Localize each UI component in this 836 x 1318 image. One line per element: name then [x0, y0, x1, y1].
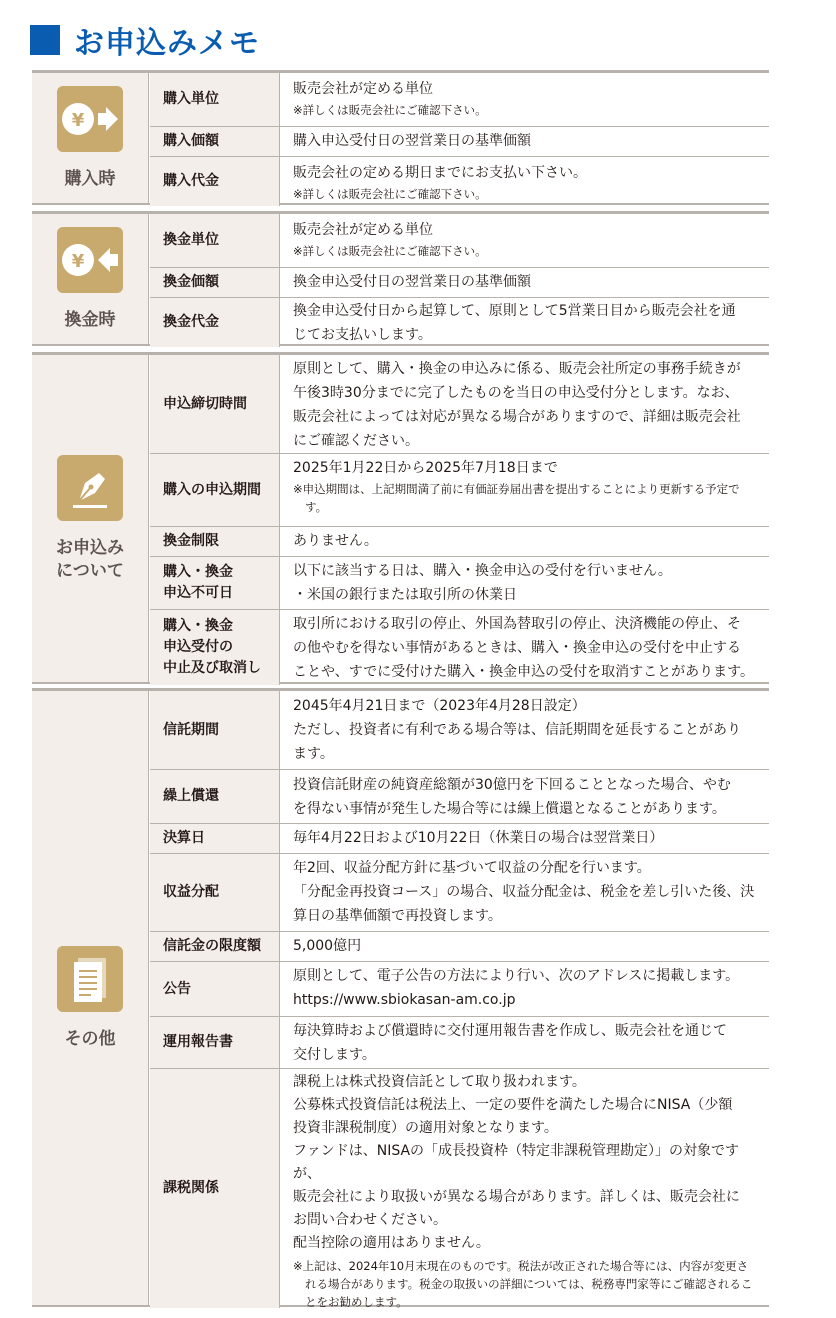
row-header: 換金価額 [150, 268, 280, 297]
pen-nib-icon [57, 455, 123, 521]
section-label-line: について [56, 560, 124, 581]
table-row [150, 1016, 769, 1068]
row-text: 以下に該当する日は、購入・換金申込の受付を行いません。 [293, 563, 672, 579]
row-text: 2025年1月22日から2025年7月18日まで [293, 460, 558, 476]
row-text: 配当控除の適用はありません。 [293, 1235, 490, 1251]
row-text: の他やむを得ない事情があるときは、購入・換金申込の受付を中止する [293, 640, 741, 656]
section-label-line: お申込み [56, 537, 124, 558]
row-text: じてお支払いします。 [293, 327, 432, 343]
row-content [281, 454, 769, 526]
row-header-line: 申込不可日 [163, 585, 233, 601]
table-row [150, 853, 769, 931]
page-title [30, 20, 260, 60]
row-content [281, 157, 769, 206]
table-row [150, 126, 769, 156]
section-redemption-label-cell [32, 214, 149, 344]
row-text: 年2回、収益分配方針に基づいて収益の分配を行います。 [293, 860, 651, 876]
section-label [56, 537, 124, 583]
row-text: 公募株式投資信託は税法上、一定の要件を満たした場合にNISA（少額 [293, 1097, 733, 1113]
row-note: ※詳しくは販売会社にご確認下さい。 [293, 103, 487, 117]
row-header: 繰上償還 [150, 770, 280, 823]
row-content [281, 824, 769, 853]
row-content [281, 770, 769, 823]
svg-text:¥: ¥ [71, 109, 85, 131]
row-note: ※詳しくは販売会社にご確認下さい。 [293, 244, 487, 258]
row-header: 購入単位 [150, 73, 280, 126]
row-text: 換金申込受付日の翌営業日の基準価額 [293, 274, 531, 290]
row-content [281, 691, 769, 769]
section-other [32, 688, 769, 1307]
row-note: ※上記は、2024年10月末現在のものです。税法が改正された場合等には、内容が変更される場合があります。税金の取扱いの詳細については、税務専門家等にご確認されることをお勧めします。 [293, 1259, 753, 1309]
row-content [281, 527, 769, 556]
row-note: ※詳しくは販売会社にご確認下さい。 [293, 187, 487, 201]
row-content [281, 298, 769, 347]
row-text: 算日の基準価額で再投資します。 [293, 908, 502, 924]
row-content [281, 127, 769, 156]
row-content [281, 1069, 769, 1308]
section-label: その他 [64, 1028, 116, 1049]
row-text: 原則として、購入・換金の申込みに係る、販売会社所定の事務手続きが [293, 361, 741, 377]
row-text: 販売会社が定める単位 [293, 81, 433, 97]
row-content [281, 1017, 769, 1068]
row-header: 換金制限 [150, 527, 280, 556]
row-header: 申込締切時間 [150, 355, 280, 453]
row-header: 公告 [150, 962, 280, 1016]
row-text: 毎年4月22日および10月22日（休業日の場合は翌営業日） [293, 830, 664, 846]
row-text: ・米国の銀行または取引所の休業日 [293, 587, 517, 603]
yen-arrow-out-icon [57, 227, 123, 293]
row-header [150, 557, 280, 609]
table-row [150, 556, 769, 609]
row-text: 午後3時30分までに完了したものを当日の申込受付分とします。なお、 [293, 385, 739, 401]
row-content [281, 214, 769, 267]
yen-arrow-in-icon [57, 86, 123, 152]
row-text: ます。 [293, 746, 334, 762]
section-application [32, 352, 769, 684]
svg-text:¥: ¥ [71, 250, 85, 272]
document-icon [57, 946, 123, 1012]
row-text: 投資非課税制度）の適用対象となります。 [293, 1120, 558, 1136]
row-text: 毎決算時および償還時に交付運用報告書を作成し、販売会社を通じて [293, 1023, 727, 1039]
row-content [281, 932, 769, 961]
section-other-label-cell [32, 691, 149, 1305]
row-text: を得ない事情が発生した場合等には繰上償還となることがあります。 [293, 801, 726, 817]
row-text: 換金申込受付日から起算して、原則として5営業日目から販売会社を通 [293, 303, 736, 319]
row-header [150, 610, 280, 685]
table-row [150, 355, 769, 453]
row-text: お問い合わせください。 [293, 1212, 447, 1228]
page-title-text: お申込みメモ [74, 26, 260, 61]
row-text: 投資信託財産の純資産総額が30億円を下回ることとなった場合、やむ [293, 777, 731, 793]
table-row [150, 156, 769, 206]
table-row [150, 297, 769, 347]
table-row [150, 453, 769, 526]
row-header: 収益分配 [150, 854, 280, 931]
row-text: 交付します。 [293, 1047, 376, 1063]
row-text: 販売会社により取扱いが異なる場合があります。詳しくは、販売会社に [293, 1189, 740, 1205]
table-row [150, 1068, 769, 1308]
row-header: 購入の申込期間 [150, 454, 280, 526]
row-text: ただし、投資者に有利である場合等は、信託期間を延長することがあり [293, 722, 741, 738]
row-text: ことや、すでに受付けた購入・換金申込の受付を取消すことがあります。 [293, 664, 755, 680]
table-row [150, 526, 769, 556]
row-content [281, 557, 769, 609]
table-row [150, 214, 769, 267]
table-row [150, 267, 769, 297]
table-row [150, 691, 769, 769]
row-header: 換金代金 [150, 298, 280, 347]
row-text: 「分配金再投資コース」の場合、収益分配金は、税金を差し引いた後、決 [293, 884, 755, 900]
table-row [150, 609, 769, 685]
row-header-line: 中止及び取消し [163, 660, 261, 676]
row-text: ありません。 [293, 533, 378, 549]
row-header: 信託金の限度額 [150, 932, 280, 961]
row-text: 2045年4月21日まで（2023年4月28日設定） [293, 698, 586, 714]
row-content [281, 73, 769, 126]
row-note: ※申込期間は、上記期間満了前に有価証券届出書を提出することにより更新する予定です。 [293, 482, 740, 514]
row-text: 販売会社の定める期日までにお支払い下さい。 [293, 165, 587, 181]
row-text: 購入申込受付日の翌営業日の基準価額 [293, 133, 531, 149]
row-content [281, 610, 769, 685]
section-label: 購入時 [64, 168, 116, 189]
section-application-label-cell [32, 355, 149, 682]
row-content [281, 854, 769, 931]
row-header-line: 購入・換金 [163, 618, 233, 634]
row-text: 販売会社によっては対応が異なる場合がありますので、詳細は販売会社 [293, 409, 741, 425]
table-row [150, 931, 769, 961]
row-header: 購入代金 [150, 157, 280, 206]
row-text: 販売会社が定める単位 [293, 222, 433, 238]
table-row [150, 961, 769, 1016]
row-header: 換金単位 [150, 214, 280, 267]
title-square-icon [30, 25, 60, 55]
row-text: ファンドは、NISAの「成長投資枠（特定非課税管理勘定）」の対象ですが、 [293, 1143, 740, 1182]
table-row [150, 73, 769, 126]
row-content [281, 268, 769, 297]
section-purchase-label-cell [32, 73, 149, 203]
row-header: 課税関係 [150, 1069, 280, 1308]
row-header: 運用報告書 [150, 1017, 280, 1068]
url-text: https://www.sbiokasan-am.co.jp [293, 992, 516, 1008]
section-purchase [32, 70, 769, 205]
row-header: 決算日 [150, 824, 280, 853]
row-content [281, 355, 769, 453]
section-label: 換金時 [64, 309, 116, 330]
row-text: 原則として、電子公告の方法により行い、次のアドレスに掲載します。 [293, 968, 740, 984]
row-header-line: 購入・換金 [163, 564, 233, 580]
row-content [281, 962, 769, 1016]
row-header: 購入価額 [150, 127, 280, 156]
table-row [150, 823, 769, 853]
section-redemption [32, 211, 769, 346]
row-header: 信託期間 [150, 691, 280, 769]
row-text: 5,000億円 [293, 938, 362, 954]
row-text: 課税上は株式投資信託として取り扱われます。 [293, 1074, 586, 1090]
row-header-line: 申込受付の [163, 639, 233, 655]
row-text: にご確認ください。 [293, 433, 419, 449]
table-row [150, 769, 769, 823]
row-text: 取引所における取引の停止、外国為替取引の停止、決済機能の停止、そ [293, 616, 741, 632]
